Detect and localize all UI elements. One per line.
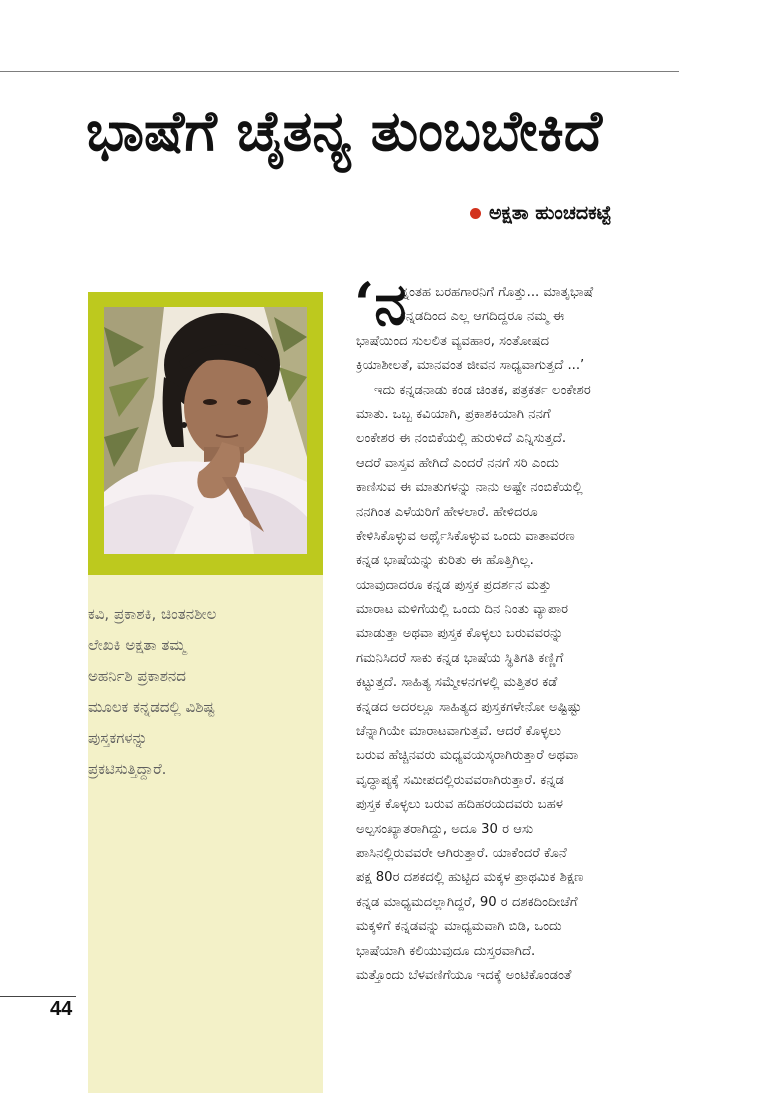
article-line: ಮತ್ತೊಂದು ಬೆಳವಣಿಗೆಯೂ ಇದಕ್ಕೆ ಅಂಟಿಕೊಂಡಂತೆ — [356, 967, 572, 983]
drop-cap-block — [354, 270, 681, 338]
article-line: ಕನ್ನಡ ಭಾಷೆಯನ್ನು ಕುರಿತು ಈ ಹೊತ್ತಿಗಿಲ್ಲ. — [356, 553, 534, 569]
top-rule — [0, 71, 679, 72]
article-line: ಕಟ್ಟುತ್ತದೆ. ಸಾಹಿತ್ಯ ಸಮ್ಮೇಳನಗಳಲ್ಲಿ ಮತ್ತಿತರ ಕಡೆ — [356, 675, 558, 691]
article-line: ಕನ್ನಡದಿಂದ ಎಲ್ಲ ಆಗದಿದ್ದರೂ ನಮ್ಮ ಈ — [400, 309, 565, 325]
article-line: ಲಂಕೇಶರ ಈ ನಂಬಿಕೆಯಲ್ಲಿ ಹುರುಳಿದೆ ಎನ್ನಿಸುತ್ತದೆ. — [356, 431, 567, 447]
article-headline: ಭಾಷೆಗೆ ಚೈತನ್ಯ ತುಂಬಬೇಕಿದೆ — [86, 99, 603, 164]
article-line: ಅಲ್ಪಸಂಖ್ಯಾತರಾಗಿದ್ದು, ಅದೂ 30 ರ ಆಸು — [356, 821, 534, 837]
article-line: ಪುಸ್ತಕ ಕೊಳ್ಳಲು ಬರುವ ಹದಿಹರಯದವರು ಬಹಳ — [356, 797, 564, 813]
article-line: ಕನ್ನಡದ ಅದರಲ್ಲೂ ಸಾಹಿತ್ಯದ ಪುಸ್ತಕಗಳೇನೋ ಅಷ್ಟಿಷ್ಟು — [356, 699, 582, 715]
article-line: ಬರುವ ಹೆಚ್ಚಿನವರು ಮಧ್ಯವಯಸ್ಕರಾಗಿರುತ್ತಾರೆ ಅಥವಾ — [356, 748, 579, 764]
article-line: ಆದರೆ ವಾಸ್ತವ ಹೇಗಿದೆ ಎಂದರೆ ನನಗೆ ಸರಿ ಎಂದು — [356, 455, 559, 471]
article-line: ಕ್ರಿಯಾಶೀಲತೆ, ಮಾನವಂತ ಜೀವನ ಸಾಧ್ಯವಾಗುತ್ತದೆ ...’ — [356, 358, 585, 374]
article-body — [354, 270, 681, 1013]
article-line: ವೃದ್ಧಾಪ್ಯಕ್ಕೆ ಸಮೀಪದಲ್ಲಿರುವವರಾಗಿರುತ್ತಾರೆ. ಕನ್ನಡ — [356, 772, 564, 788]
bullet-icon — [470, 208, 481, 219]
article-line: ಗಮನಿಸಿದರೆ ಸಾಕು ಕನ್ನಡ ಭಾಷೆಯ ಸ್ಥಿತಿಗತಿ ಕಣ್ಣಿಗೆ — [356, 650, 564, 666]
page-number: 44 — [50, 998, 73, 1020]
article-line: ಭಾಷೆಯಾಗಿ ಕಲಿಯುವುದೂ ದುಸ್ತರವಾಗಿದೆ. — [356, 943, 536, 959]
article-line: ಕೇಳಿಸಿಕೊಳ್ಳುವ ಅರ್ಥೈಸಿಕೊಳ್ಳುವ ಒಂದು ವಾತಾವರಣ — [356, 528, 575, 544]
article-line: ಇದು ಕನ್ನಡನಾಡು ಕಂಡ ಚಿಂತಕ, ಪತ್ರಕರ್ತ ಲಂಕೇಶರ — [374, 382, 591, 398]
sidebar-line: ಪುಸ್ತಕಗಳನ್ನು — [88, 729, 148, 747]
article-line: ಮಾತು. ಒಬ್ಬ ಕವಿಯಾಗಿ, ಪ್ರಕಾಶಕಿಯಾಗಿ ನನಗೆ — [356, 406, 551, 422]
sidebar-line: ಅಹರ್ನಿಶಿ ಪ್ರಕಾಶನದ — [88, 667, 186, 685]
article-line: ಮಾಡುತ್ತಾ ಅಥವಾ ಪುಸ್ತಕ ಕೊಳ್ಳಲು ಬರುವವರನ್ನು — [356, 626, 564, 642]
article-line: ನ್ನಂತಹ ಬರಹಗಾರನಿಗೆ ಗೊತ್ತು... ಮಾತೃಭಾಷೆ — [400, 285, 594, 300]
sidebar-line: ಪ್ರಕಟಿಸುತ್ತಿದ್ದಾರೆ. — [88, 760, 167, 778]
photo-frame — [88, 292, 323, 575]
sidebar-line: ಕವಿ, ಪ್ರಕಾಶಕಿ, ಚಿಂತನಶೀಲ — [88, 605, 217, 623]
byline — [470, 196, 611, 230]
article-line: ಪಾಸಿನಲ್ಲಿರುವವರೇ ಆಗಿರುತ್ತಾರೆ. ಯಾಕೆಂದರೆ ಕೊನೆ — [356, 846, 567, 861]
article-line: ಯಾವುದಾದರೂ ಕನ್ನಡ ಪುಸ್ತಕ ಪ್ರದರ್ಶನ ಮತ್ತು — [356, 577, 552, 593]
author-photo — [104, 307, 307, 554]
sidebar-line: ಲೇಖಕಿ ಅಕ್ಷತಾ ತಮ್ಮ — [88, 636, 186, 654]
author-photo-illustration — [104, 307, 307, 554]
article-line: ಮಕ್ಕಳಿಗೆ ಕನ್ನಡವನ್ನು ಮಾಧ್ಯಮವಾಗಿ ಬಿಡಿ, ಒಂದು — [356, 919, 562, 935]
sidebar-caption — [88, 599, 310, 785]
article-line: ನನಗಿಂತ ಎಳೆಯರಿಗೆ ಹೇಳಲಾರೆ. ಹೇಳಿದರೂ — [356, 504, 538, 520]
author-name: ಅಕ್ಷತಾ ಹುಂಚದಕಟ್ಟೆ — [489, 202, 612, 224]
drop-cap: ‘ನ — [354, 270, 407, 338]
article-line: ಚೆನ್ನಾಗಿಯೇ ಮಾರಾಟವಾಗುತ್ತವೆ. ಆದರೆ ಕೊಳ್ಳಲು — [356, 724, 562, 740]
article-line — [356, 988, 681, 1012]
article-line: ಭಾಷೆಯಿಂದ ಸುಲಲಿತ ವ್ಯವಹಾರ, ಸಂತೋಷದ — [356, 333, 550, 349]
article-line: ಪಕ್ಷ 80ರ ದಶಕದಲ್ಲಿ ಹುಟ್ಟಿದ ಮಕ್ಕಳ ಪ್ರಾಥಮಿಕ ಶಿಕ್ಷಣ — [356, 870, 584, 886]
article-line: ಮಾರಾಟ ಮಳಿಗೆಯಲ್ಲಿ ಒಂದು ದಿನ ನಿಂತು ವ್ಯಾಪಾರ — [356, 602, 569, 618]
sidebar-box — [88, 292, 323, 1093]
article-line: ಕನ್ನಡ ಮಾಧ್ಯಮದಲ್ಲಾಗಿದ್ದರೆ, 90 ರ ದಶಕದಿಂದೀಚೆಗೆ — [356, 894, 578, 910]
article-line: ಕಾಣಿಸುವ ಈ ಮಾತುಗಳನ್ನು ನಾನು ಅಷ್ಟೇ ನಂಬಿಕೆಯಲ್ಲಿ — [356, 480, 583, 496]
sidebar-line: ಮೂಲಕ ಕನ್ನಡದಲ್ಲಿ ವಿಶಿಷ್ಟ — [88, 698, 215, 716]
